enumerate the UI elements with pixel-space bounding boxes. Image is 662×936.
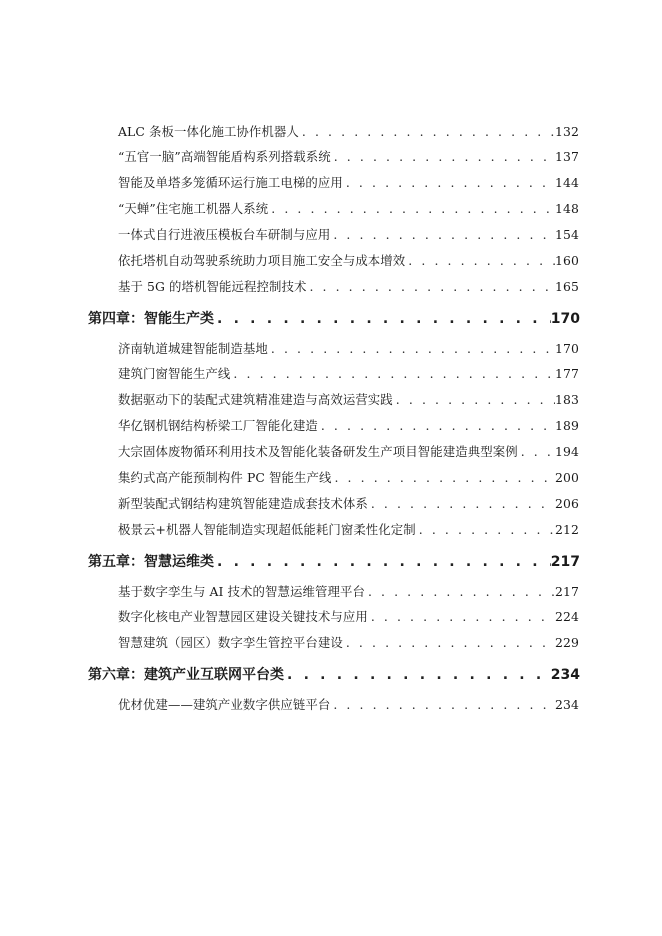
toc-entry	[118, 173, 579, 191]
toc-entry	[118, 277, 579, 295]
toc-page-number: 160	[555, 253, 579, 268]
toc-chapter-heading	[88, 308, 580, 328]
toc-page-number: 137	[555, 149, 579, 164]
toc-entry-title: “五官一脑”高端智能盾构系列搭载系统	[118, 149, 331, 164]
toc-page-number: 212	[555, 522, 579, 537]
toc-entry	[118, 225, 579, 243]
toc-entry-title: 集约式高产能预制构件 PC 智能生产线	[118, 470, 332, 485]
dot-leader	[331, 149, 555, 164]
dot-leader	[214, 311, 551, 327]
dot-leader	[331, 470, 555, 485]
toc-entry-title: 智慧建筑（园区）数字孪生管控平台建设	[118, 635, 343, 650]
toc-entry-title: 数据驱动下的装配式建筑精准建造与高效运营实践	[118, 392, 393, 407]
toc-entry-title: “天蝉”住宅施工机器人系统	[118, 201, 269, 216]
toc-entry	[118, 199, 579, 217]
toc-page-number: 170	[550, 311, 580, 327]
toc-entry-title: 第六章：建筑产业互联网平台类	[88, 667, 284, 683]
toc-chapter-heading	[88, 551, 580, 571]
toc-entry-title: 极景云+机器人智能制造实现超低能耗门窗柔性化定制	[118, 522, 416, 537]
dot-leader	[214, 554, 551, 570]
toc-page-number: 194	[555, 444, 579, 459]
toc-entry	[118, 494, 579, 512]
toc-page-number: 217	[550, 554, 580, 570]
toc-entry-title: 大宗固体废物循环利用技术及智能化装备研发生产项目智能建造典型案例	[118, 444, 518, 459]
toc-page-number: 132	[555, 124, 579, 139]
toc-entry-title: 新型装配式钢结构建筑智能建造成套技术体系	[118, 496, 368, 511]
toc-page-number: 200	[555, 470, 579, 485]
toc-entry-title: 华亿钢机钢结构桥梁工厂智能化建造	[118, 418, 318, 433]
toc-chapter-heading	[88, 664, 580, 684]
dot-leader	[518, 444, 555, 459]
toc-entry	[118, 416, 579, 434]
toc-entry	[118, 633, 579, 651]
toc-page-number: 229	[555, 635, 579, 650]
toc-page-number: 217	[555, 584, 579, 599]
toc-page-number: 177	[555, 366, 579, 381]
dot-leader	[330, 227, 555, 242]
dot-leader	[343, 175, 555, 190]
toc-entry	[118, 364, 579, 382]
toc-page-number: 170	[555, 341, 579, 356]
toc-entry-title: 一体式自行进液压模板台车研制与应用	[118, 227, 331, 242]
toc-page-number: 206	[555, 496, 579, 511]
toc-page-number: 234	[550, 667, 580, 683]
dot-leader	[405, 253, 555, 268]
toc-entry	[118, 442, 579, 460]
toc-page-number: 224	[555, 609, 579, 624]
toc-entry	[118, 251, 579, 269]
dot-leader	[393, 392, 555, 407]
dot-leader	[268, 341, 555, 356]
toc-entry-title: 数字化核电产业智慧园区建设关键技术与应用	[118, 609, 368, 624]
toc-entry-title: 优材优建——建筑产业数字供应链平台	[118, 697, 331, 712]
toc-entry-title: 基于数字孪生与 AI 技术的智慧运维管理平台	[118, 584, 365, 599]
toc-entry	[118, 582, 579, 600]
toc-entry	[118, 147, 579, 165]
toc-entry-title: 智能及单塔多笼循环运行施工电梯的应用	[118, 175, 343, 190]
toc-page-number: 165	[555, 279, 579, 294]
dot-leader	[365, 584, 555, 599]
dot-leader	[368, 609, 555, 624]
toc-entry	[118, 122, 579, 140]
dot-leader	[368, 496, 555, 511]
dot-leader	[299, 124, 555, 139]
toc-entry-title: 济南轨道城建智能制造基地	[118, 341, 268, 356]
dot-leader	[416, 522, 555, 537]
dot-leader	[284, 667, 551, 683]
toc-entry	[118, 520, 579, 538]
toc-entry-title: 依托塔机自动驾驶系统助力项目施工安全与成本增效	[118, 253, 406, 268]
toc-page-number: 154	[555, 227, 579, 242]
dot-leader	[318, 418, 555, 433]
dot-leader	[343, 635, 555, 650]
dot-leader	[230, 366, 555, 381]
toc-entry	[118, 607, 579, 625]
toc-entry-title: 第四章：智能生产类	[88, 311, 214, 327]
toc-entry-title: 建筑门窗智能生产线	[118, 366, 231, 381]
toc-entry	[118, 390, 579, 408]
toc-page-number: 148	[555, 201, 579, 216]
dot-leader	[330, 697, 555, 712]
toc-page-number: 144	[555, 175, 579, 190]
toc-page-number: 234	[555, 697, 579, 712]
dot-leader	[268, 201, 555, 216]
dot-leader	[306, 279, 555, 294]
toc-entry	[118, 695, 579, 713]
toc-entry	[118, 339, 579, 357]
toc-entry-title: 第五章：智慧运维类	[88, 554, 214, 570]
toc-entry-title: ALC 条板一体化施工协作机器人	[118, 124, 299, 139]
toc-entry	[118, 468, 579, 486]
toc-entry-title: 基于 5G 的塔机智能远程控制技术	[118, 279, 307, 294]
toc-page-number: 189	[555, 418, 579, 433]
toc-page-number: 183	[555, 392, 579, 407]
